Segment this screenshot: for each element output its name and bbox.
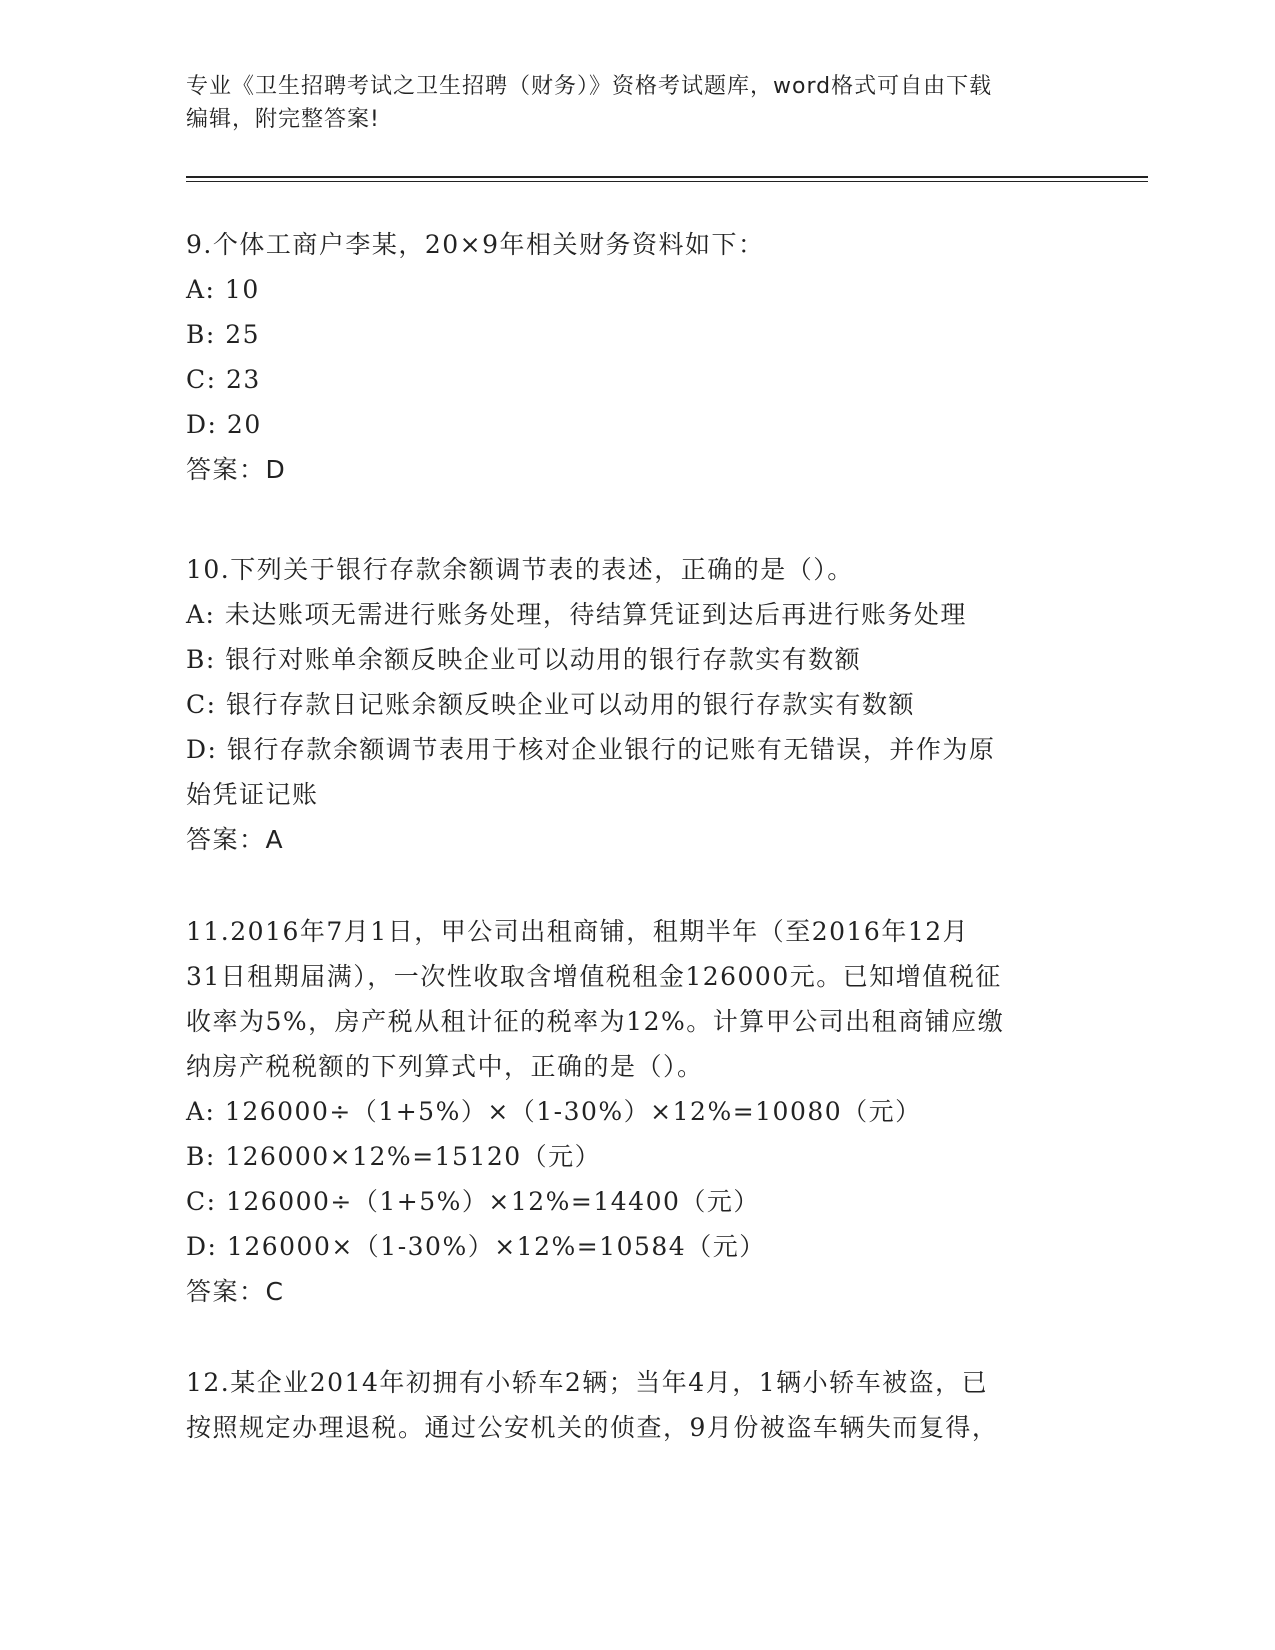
question-9 bbox=[186, 222, 1086, 492]
question-stem-line: 收率为5%，房产税从租计征的税率为12%。计算甲公司出租商铺应缴 bbox=[186, 1007, 1005, 1036]
question-stem-line: 11.2016年7月1日，甲公司出租商铺，租期半年（至2016年12月 bbox=[186, 917, 970, 946]
option-b: B: 126000×12%=15120（元） bbox=[186, 1142, 602, 1171]
option-b: B: 银行对账单余额反映企业可以动用的银行存款实有数额 bbox=[186, 645, 862, 674]
answer: 答案：D bbox=[186, 455, 287, 484]
option-c: C: 银行存款日记账余额反映企业可以动用的银行存款实有数额 bbox=[186, 690, 916, 719]
question-stem-line: 纳房产税税额的下列算式中，正确的是（）。 bbox=[186, 1052, 704, 1081]
option-d-continued: 始凭证记账 bbox=[186, 780, 319, 809]
question-12 bbox=[186, 1360, 1086, 1450]
option-a: A: 未达账项无需进行账务处理，待结算凭证到达后再进行账务处理 bbox=[186, 600, 967, 629]
option-c: C: 23 bbox=[186, 365, 261, 394]
option-d: D: 20 bbox=[186, 410, 262, 439]
header-line: 专业《卫生招聘考试之卫生招聘（财务）》资格考试题库，word格式可自由下载 bbox=[186, 74, 993, 99]
document-header bbox=[186, 70, 1086, 136]
option-a: A: 10 bbox=[186, 275, 260, 304]
option-a: A: 126000÷（1+5%）×（1-30%）×12%=10080（元） bbox=[186, 1097, 922, 1126]
question-10 bbox=[186, 547, 1086, 862]
option-c: C: 126000÷（1+5%）×12%=14400（元） bbox=[186, 1187, 760, 1216]
option-d: D: 126000×（1-30%）×12%=10584（元） bbox=[186, 1232, 766, 1261]
question-stem-line: 12.某企业2014年初拥有小轿车2辆；当年4月，1辆小轿车被盗，已 bbox=[186, 1368, 989, 1397]
question-11 bbox=[186, 909, 1086, 1314]
question-stem: 9.个体工商户李某，20×9年相关财务资料如下： bbox=[186, 230, 765, 259]
answer: 答案：A bbox=[186, 825, 285, 854]
header-divider bbox=[186, 176, 1148, 178]
option-b: B: 25 bbox=[186, 320, 261, 349]
question-stem-line: 31日租期届满），一次性收取含增值税租金126000元。已知增值税征 bbox=[186, 962, 1002, 991]
header-divider-thin bbox=[186, 181, 1148, 182]
question-stem-line: 按照规定办理退税。通过公安机关的侦查，9月份被盗车辆失而复得， bbox=[186, 1413, 999, 1442]
question-stem: 10.下列关于银行存款余额调节表的表述，正确的是（）。 bbox=[186, 555, 854, 584]
answer: 答案：C bbox=[186, 1277, 285, 1306]
header-line: 编辑，附完整答案! bbox=[186, 107, 380, 132]
option-d: D: 银行存款余额调节表用于核对企业银行的记账有无错误，并作为原 bbox=[186, 735, 996, 764]
